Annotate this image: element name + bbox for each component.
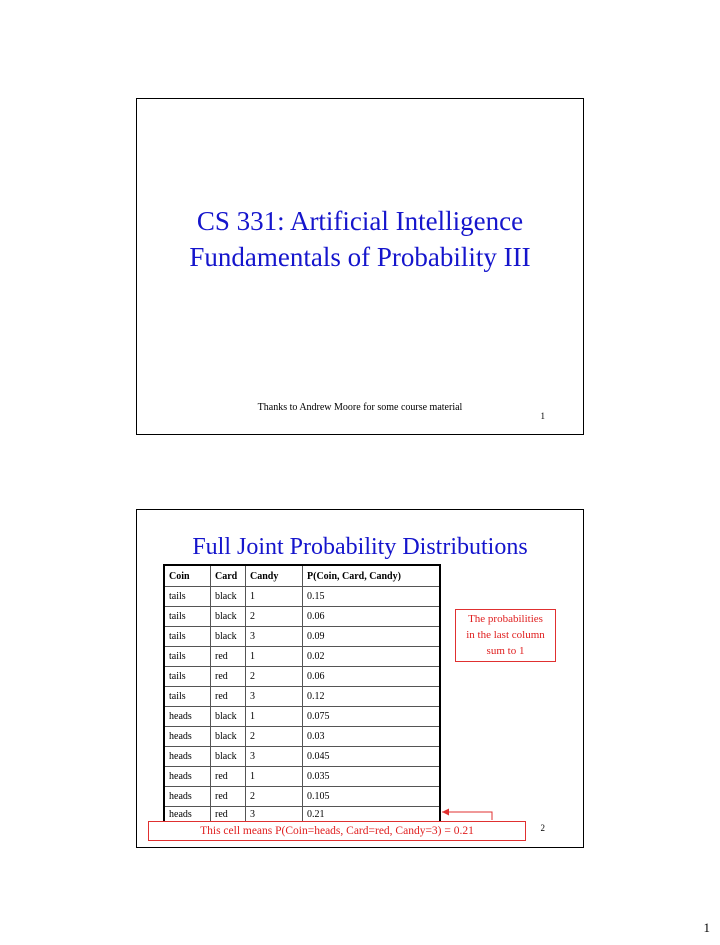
column-header-coin: Coin xyxy=(164,565,211,587)
cell-card: red xyxy=(211,787,246,807)
cell-coin: heads xyxy=(164,727,211,747)
cell-coin: heads xyxy=(164,787,211,807)
cell-card: black xyxy=(211,627,246,647)
cell-card: red xyxy=(211,807,246,823)
cell-meaning-callout: This cell means P(Coin=heads, Card=red, Candy=3) = 0.21 xyxy=(148,821,526,841)
cell-card: black xyxy=(211,747,246,767)
sum-note-line-2: in the last column xyxy=(466,629,545,641)
cell-card: black xyxy=(211,587,246,607)
cell-coin: tails xyxy=(164,667,211,687)
cell-probability: 0.02 xyxy=(303,647,441,667)
sum-note-line-3: sum to 1 xyxy=(486,645,525,657)
slide-1-number: 1 xyxy=(540,411,545,421)
cell-candy: 2 xyxy=(246,667,303,687)
cell-probability: 0.03 xyxy=(303,727,441,747)
cell-candy: 2 xyxy=(246,607,303,627)
cell-coin: tails xyxy=(164,607,211,627)
cell-probability: 0.21 xyxy=(303,807,441,823)
cell-card: black xyxy=(211,607,246,627)
cell-candy: 3 xyxy=(246,627,303,647)
column-header-candy: Candy xyxy=(246,565,303,587)
slide-1-title-line-2: Fundamentals of Probability III xyxy=(189,242,531,272)
cell-candy: 1 xyxy=(246,767,303,787)
cell-card: black xyxy=(211,727,246,747)
cell-candy: 1 xyxy=(246,587,303,607)
cell-probability: 0.09 xyxy=(303,627,441,647)
page-number: 1 xyxy=(703,920,710,935)
cell-coin: tails xyxy=(164,587,211,607)
slide-2-number: 2 xyxy=(540,823,545,833)
cell-candy: 1 xyxy=(246,647,303,667)
cell-probability: 0.06 xyxy=(303,667,441,687)
slide-2-title: Full Joint Probability Distributions xyxy=(192,534,528,560)
cell-candy: 2 xyxy=(246,727,303,747)
slide-1 xyxy=(136,98,584,435)
column-header-card: Card xyxy=(211,565,246,587)
cell-card: red xyxy=(211,687,246,707)
slide-2 xyxy=(136,509,584,848)
cell-candy: 3 xyxy=(246,747,303,767)
cell-coin: heads xyxy=(164,707,211,727)
cell-candy: 1 xyxy=(246,707,303,727)
slide-1-title-line-1: CS 331: Artificial Intelligence xyxy=(196,206,524,236)
cell-card: red xyxy=(211,647,246,667)
sum-note-line-1: The probabilities xyxy=(468,613,543,625)
slide-1-title xyxy=(137,203,583,275)
cell-candy: 3 xyxy=(246,807,303,823)
cell-candy: 3 xyxy=(246,687,303,707)
cell-card: red xyxy=(211,667,246,687)
cell-probability: 0.15 xyxy=(303,587,441,607)
cell-probability: 0.06 xyxy=(303,607,441,627)
cell-coin: tails xyxy=(164,647,211,667)
cell-coin: heads xyxy=(164,767,211,787)
cell-probability: 0.105 xyxy=(303,787,441,807)
cell-coin: tails xyxy=(164,627,211,647)
cell-probability: 0.12 xyxy=(303,687,441,707)
cell-coin: tails xyxy=(164,687,211,707)
column-header-probability: P(Coin, Card, Candy) xyxy=(303,565,441,587)
callout-arrow-icon xyxy=(137,510,585,849)
cell-probability: 0.075 xyxy=(303,707,441,727)
cell-card: red xyxy=(211,767,246,787)
slide-1-credit: Thanks to Andrew Moore for some course material xyxy=(257,402,463,413)
cell-card: black xyxy=(211,707,246,727)
cell-candy: 2 xyxy=(246,787,303,807)
cell-coin: heads xyxy=(164,747,211,767)
cell-probability: 0.035 xyxy=(303,767,441,787)
cell-coin: heads xyxy=(164,807,211,823)
cell-probability: 0.045 xyxy=(303,747,441,767)
